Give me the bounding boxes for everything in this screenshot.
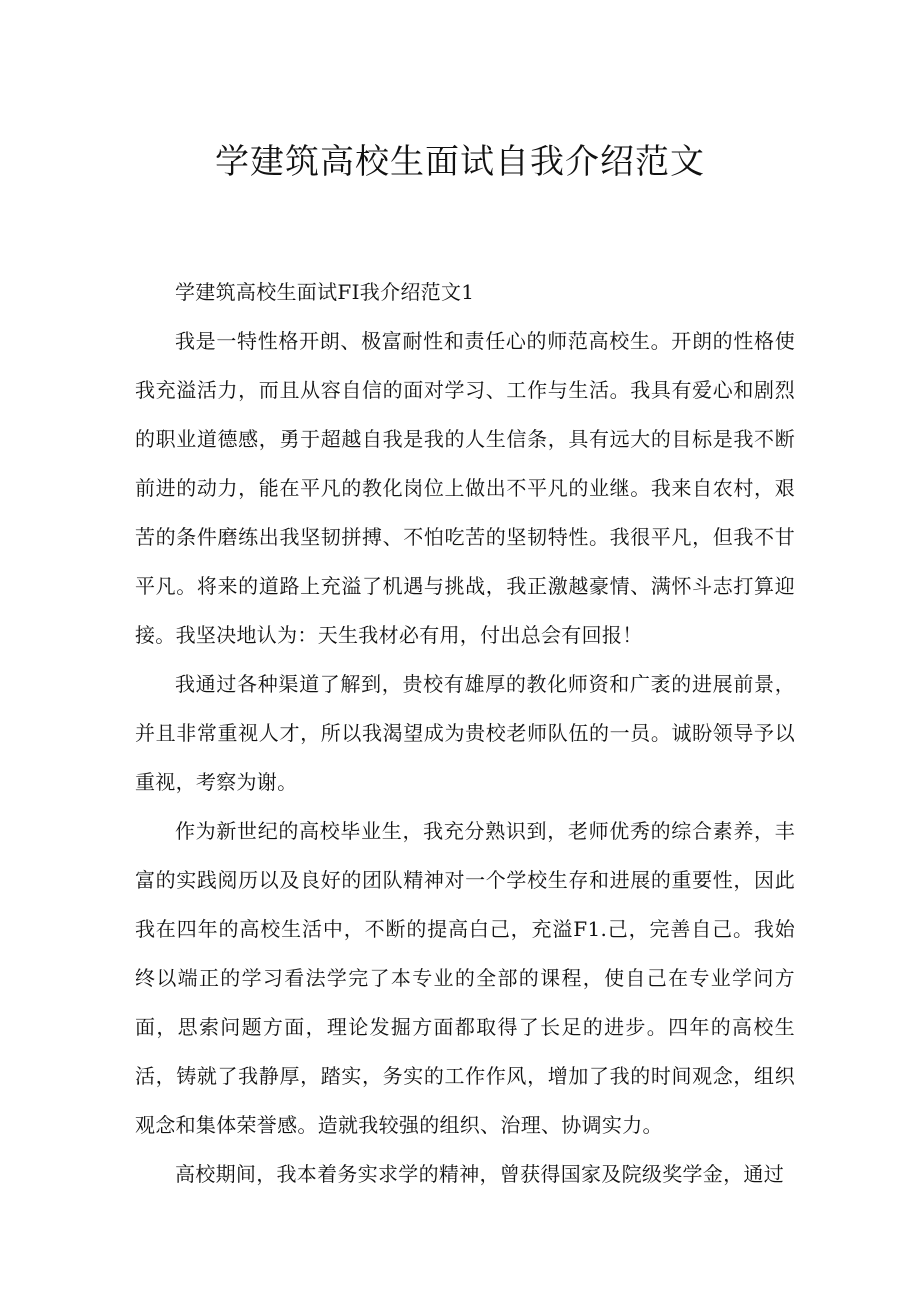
paragraph-4: 高校期间，我本着务实求学的精神，曾获得国家及院级奖学金，通过 <box>175 1162 784 1186</box>
paragraph-3: 作为新世纪的高校毕业生，我充分熟识到，老师优秀的综合素养，丰富的实践阅历以及良好的团队精神对一个学校生存和进展的重要性，因此我在四年的高校生活中，不断的提高白己，充溢F1.己，完善自己。我始终以端正的学习看法学完了本专业的全部的课程，使自己在专业学问方面，思索问题方面，理论发掘方面都取得了长足的进步。四年的高校生活，铸就了我静厚，踏实，务实的工作作风，增加了我的时间观念，组织观念和集体荣誉感。造就我较强的组织、治理、协调实力。 <box>135 819 795 1137</box>
document-body <box>135 268 795 1199</box>
paragraph-1: 我是一特性格开朗、极富耐性和责任心的师范高校生。开朗的性格使我充溢活力，而且从容自信的面对学习、工作与生活。我具有爱心和剧烈的职业道德感，勇于超越自我是我的人生信条，具有远大的目标是我不断前进的动力，能在平凡的教化岗位上做出不平凡的业继。我来自农村，艰苦的条件磨练出我坚韧拼搏、不怕吃苦的坚韧特性。我很平凡，但我不甘平凡。将来的道路上充溢了机遇与挑战，我正激越豪情、满怀斗志打算迎接。我坚决地认为：天生我材必有用，付出总会有回报！ <box>135 329 795 647</box>
document-title: 学建筑高校生面试自我介绍范文 <box>215 142 705 182</box>
paragraph-2: 我通过各种渠道了解到，贵校有雄厚的教化师资和广袤的进展前景，并且非常重视人才，所以我渴望成为贵校老师队伍的一员。诚盼领导予以重视，考察为谢。 <box>135 672 795 794</box>
section-subheading: 学建筑高校生面试FI我介绍范文1 <box>175 280 475 304</box>
